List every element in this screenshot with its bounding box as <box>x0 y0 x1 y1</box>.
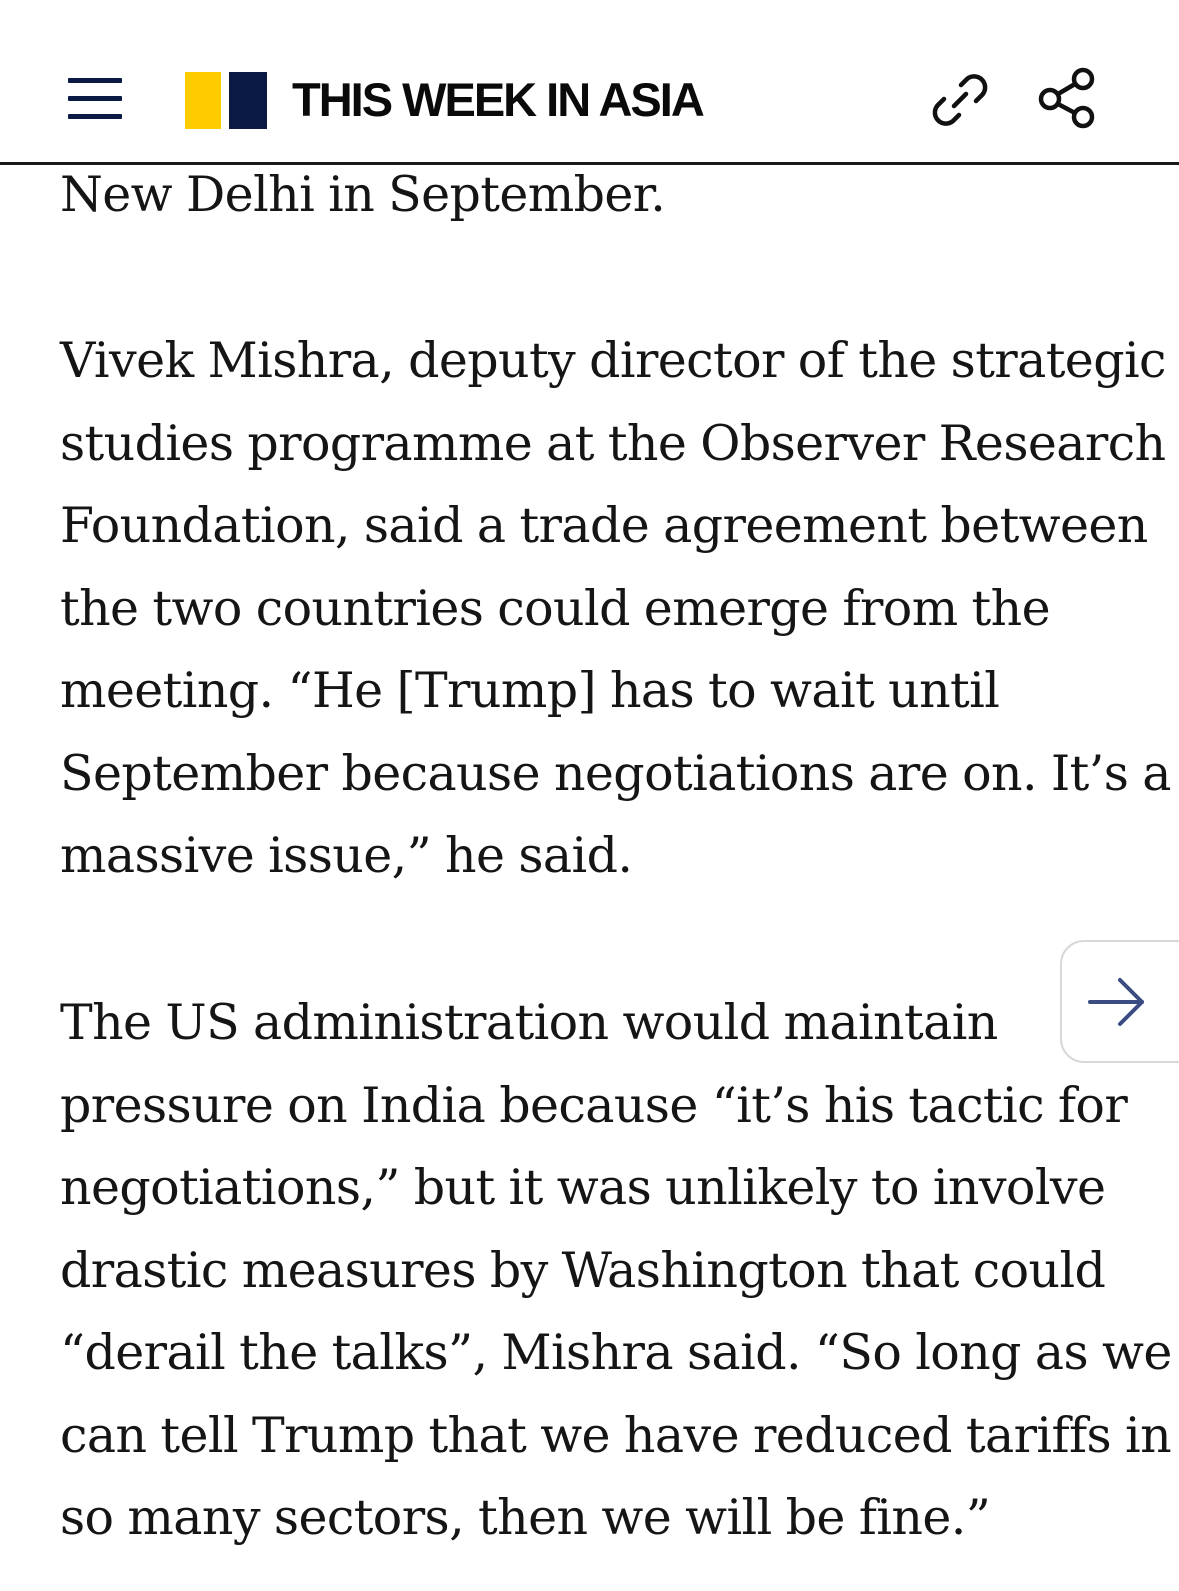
article-paragraph <box>60 320 1171 898</box>
text-line: New Delhi in September. <box>60 166 666 223</box>
text-line: massive issue,” he said. <box>60 827 633 884</box>
menu-icon[interactable] <box>68 78 122 120</box>
logo-navy-bar <box>229 72 267 129</box>
next-article-button[interactable] <box>1060 940 1179 1063</box>
text-line: “derail the talks”, Mishra said. “So long as we <box>60 1324 1172 1381</box>
text-line: the two countries could emerge from the <box>60 579 1050 637</box>
text-line: can tell Trump that we have reduced tariffs in <box>60 1406 1172 1464</box>
logo-yellow-bar <box>185 72 221 129</box>
share-icon[interactable] <box>1036 66 1098 130</box>
text-line: Foundation, said a trade agreement between <box>60 497 1148 554</box>
text-line: The US administration would maintain <box>60 994 998 1051</box>
article-paragraph <box>60 982 1172 1560</box>
text-line: negotiations,” but it was unlikely to involve <box>60 1159 1106 1216</box>
text-line: pressure on India because “it’s his tactic for <box>60 1076 1128 1134</box>
arrow-right-icon <box>1086 972 1150 1032</box>
article-paragraph <box>60 154 1120 237</box>
text-line: studies programme at the Observer Research <box>60 414 1166 472</box>
text-line: drastic measures by Washington that could <box>60 1241 1106 1299</box>
link-icon[interactable] <box>930 70 990 130</box>
brand-title[interactable]: THIS WEEK IN ASIA <box>292 73 703 126</box>
text-line: meeting. “He [Trump] has to wait until <box>60 662 1000 719</box>
top-header <box>0 0 1179 165</box>
brand-logo-mark[interactable] <box>185 72 267 129</box>
text-line: September because negotiations are on. It’s a <box>60 744 1171 802</box>
text-line: Vivek Mishra, deputy director of the strategic <box>60 332 1166 389</box>
text-line: so many sectors, then we will be fine.” <box>60 1489 991 1546</box>
